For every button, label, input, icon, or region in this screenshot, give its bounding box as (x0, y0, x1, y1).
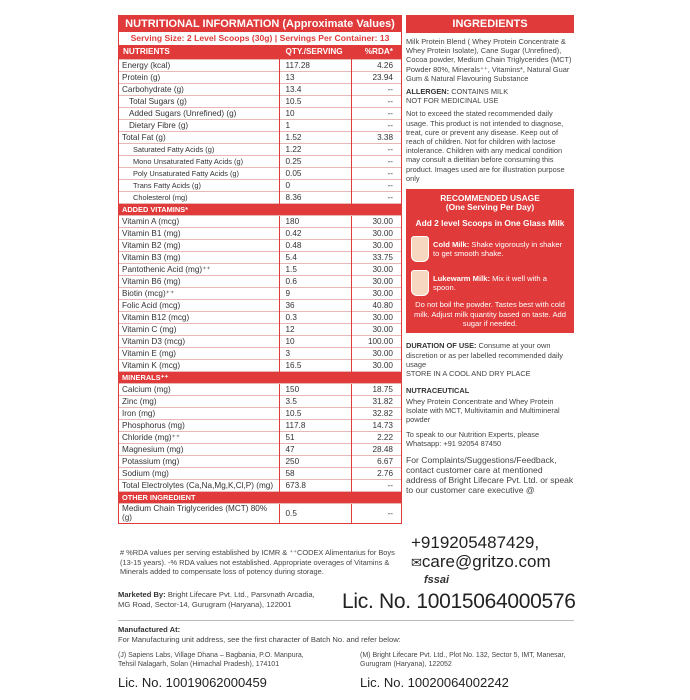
nutrient-name: Vitamin D3 (mcg) (119, 335, 279, 347)
nutrient-qty: 3 (279, 347, 351, 359)
warm-milk-row (411, 270, 569, 296)
table-row (119, 359, 401, 371)
nutrient-rda: -- (351, 107, 401, 119)
nutrient-name: Vitamin B3 (mg) (119, 251, 279, 263)
nutrient-rda: 30.00 (351, 323, 401, 335)
nutrient-rda: -- (351, 479, 401, 491)
nutrient-rda: 6.67 (351, 455, 401, 467)
nutrient-qty: 10 (279, 335, 351, 347)
table-row (119, 383, 401, 395)
nutrient-rda: -- (351, 167, 401, 179)
cold-milk-row (411, 236, 569, 262)
nutrient-rda: 100.00 (351, 335, 401, 347)
nutrient-name: Trans Fatty Acids (g) (119, 179, 279, 191)
email-address[interactable]: care@gritzo.com (421, 552, 551, 571)
table-row (119, 167, 401, 179)
serving-info: Serving Size: 2 Level Scoops (30g) | Servings Per Container: 13 (130, 33, 390, 43)
marketed-text: Bright Lifecare Pvt. Ltd., Parsvnath Arcadia, MG Road, Sector-14, Gurugram (Haryana), 122001 (118, 590, 315, 609)
section-header (119, 203, 401, 215)
table-row (119, 467, 401, 479)
table-row (119, 311, 401, 323)
nutrient-qty: 0.3 (279, 311, 351, 323)
table-row (119, 191, 401, 203)
unit-m-license: Lic. No. 10020064002242 (360, 675, 509, 690)
nutrient-qty: 0.05 (279, 167, 351, 179)
nutrient-rda: 4.26 (351, 59, 401, 71)
nutrient-qty: 1 (279, 119, 351, 131)
table-row (119, 83, 401, 95)
nutrient-qty: 58 (279, 467, 351, 479)
nutrient-name: Total Sugars (g) (119, 95, 279, 107)
table-row (119, 323, 401, 335)
table-row (119, 287, 401, 299)
table-row (119, 299, 401, 311)
nutrient-name: Vitamin B1 (mg) (119, 227, 279, 239)
warm-label: Lukewarm Milk: (433, 273, 490, 283)
cold-label: Cold Milk: (433, 239, 470, 249)
allergen-value: CONTAINS MILK (451, 87, 509, 97)
nutrient-qty: 16.5 (279, 359, 351, 371)
nutrient-name: Vitamin K (mcg) (119, 359, 279, 371)
nutrient-name: Pantothenic Acid (mg)⁺⁺ (119, 263, 279, 275)
table-row (119, 215, 401, 227)
nutrient-name: Calcium (mg) (119, 383, 279, 395)
nutrient-name: Biotin (mcg)⁺⁺ (119, 287, 279, 299)
phone-number[interactable]: +919205487429, (411, 533, 540, 552)
table-row (119, 503, 401, 523)
nutrient-rda: -- (351, 95, 401, 107)
warm-text: Mix it well with a spoon. (433, 273, 547, 293)
nutrient-qty: 0.6 (279, 275, 351, 287)
fssai-logo: fssai (424, 574, 450, 586)
usage-title: RECOMMENDED USAGE (440, 193, 540, 204)
nutrient-rda: -- (351, 119, 401, 131)
shaker-icon (411, 236, 429, 262)
nutrient-name: Vitamin C (mg) (119, 323, 279, 335)
ingredients-panel (406, 15, 574, 495)
nutrient-name: Magnesium (mg) (119, 443, 279, 455)
nutrient-qty: 1.5 (279, 263, 351, 275)
nutrient-rda: -- (351, 155, 401, 167)
table-row (119, 95, 401, 107)
section-header (119, 491, 401, 503)
nutraceutical-text: Whey Protein Concentrate and Whey Protein Isolate with MCT, Multivitamin and Multimineral powder (406, 396, 560, 424)
duration-label: DURATION OF USE: (406, 341, 477, 351)
table-row (119, 263, 401, 275)
nutrient-name: Zinc (mg) (119, 395, 279, 407)
nutrient-qty: 673.8 (279, 479, 351, 491)
manufactured-label: Manufactured At: (118, 625, 181, 634)
nutrient-qty: 47 (279, 443, 351, 455)
nutrient-qty: 117.28 (279, 59, 351, 71)
usage-box (406, 189, 574, 333)
unit-m-address: (M) Bright Lifecare Pvt. Ltd., Plot No. 132, Sector 5, IMT, Manesar, Gurugram (Haryana), 122052 (360, 652, 566, 668)
glass-icon (411, 270, 429, 296)
nutrient-qty: 180 (279, 215, 351, 227)
table-row (119, 347, 401, 359)
nutrient-rda: -- (351, 179, 401, 191)
nutrient-qty: 3.5 (279, 395, 351, 407)
table-row (119, 251, 401, 263)
nutrient-qty: 250 (279, 455, 351, 467)
duration-text: Consume at your own discretion or as per labelled recommended daily usage (406, 341, 563, 369)
nutrient-name: Iron (mg) (119, 407, 279, 419)
nutrient-name: Folic Acid (mcg) (119, 299, 279, 311)
nutrient-name: Protein (g) (119, 71, 279, 83)
nutrient-qty: 1.22 (279, 143, 351, 155)
nutrient-qty: 51 (279, 431, 351, 443)
nutrient-qty: 0.25 (279, 155, 351, 167)
nutrient-rda: 14.73 (351, 419, 401, 431)
nutrient-name: Sodium (mg) (119, 467, 279, 479)
not-medicinal: NOT FOR MEDICINAL USE (406, 96, 499, 106)
marketed-label: Marketed By: (118, 590, 166, 599)
nutrient-rda: -- (351, 83, 401, 95)
manufactured-at (118, 625, 574, 644)
nutrient-rda: 30.00 (351, 263, 401, 275)
nutrient-qty: 10.5 (279, 407, 351, 419)
nutrient-rda: 30.00 (351, 275, 401, 287)
nutrient-name: Vitamin B6 (mg) (119, 275, 279, 287)
table-row (119, 419, 401, 431)
nutrient-qty: 0.42 (279, 227, 351, 239)
ingredients-title: INGREDIENTS (406, 15, 574, 33)
section-title: ADDED VITAMINS* (119, 203, 401, 215)
nutrient-name: Energy (kcal) (119, 59, 279, 71)
table-row (119, 131, 401, 143)
nutrient-rda: 2.76 (351, 467, 401, 479)
nutrient-rda: -- (351, 503, 401, 523)
nutrient-qty: 0.48 (279, 239, 351, 251)
table-row (119, 119, 401, 131)
nutrient-name: Cholesterol (mg) (119, 191, 279, 203)
nutrient-name: Saturated Fatty Acids (g) (119, 143, 279, 155)
table-row (119, 239, 401, 251)
nutrient-rda: 40.80 (351, 299, 401, 311)
nutrient-qty: 9 (279, 287, 351, 299)
nutrient-rda: 30.00 (351, 239, 401, 251)
nutraceutical-title: NUTRACEUTICAL (406, 386, 470, 396)
section-title: MINERALS⁺⁺ (119, 371, 401, 383)
table-row (119, 143, 401, 155)
table-row (119, 335, 401, 347)
table-row (119, 455, 401, 467)
usage-subtitle: (One Serving Per Day) (445, 202, 535, 213)
unit-j-license: Lic. No. 10019062000459 (118, 675, 267, 690)
allergen-line (406, 87, 574, 96)
nutrient-qty: 8.36 (279, 191, 351, 203)
nutrient-rda: 30.00 (351, 311, 401, 323)
usage-instruction: Add 2 level Scoops in One Glass Milk (415, 217, 565, 228)
nutrient-name: Potassium (mg) (119, 455, 279, 467)
nutrition-panel (118, 15, 402, 524)
fssai-license: Lic. No. 10015064000576 (342, 590, 576, 613)
manufactured-text: For Manufacturing unit address, see the first character of Batch No. and refer below: (118, 634, 401, 644)
nutrient-name: Vitamin E (mg) (119, 347, 279, 359)
table-row (119, 155, 401, 167)
nutrient-rda: 28.48 (351, 443, 401, 455)
nutrient-name: Chloride (mg)⁺⁺ (119, 431, 279, 443)
col-rda: %RDA* (351, 45, 401, 59)
col-qty: QTY./SERVING (279, 45, 351, 59)
experts-text: To speak to our Nutrition Experts, please Whatsapp: +91 92054 87450 (406, 430, 540, 449)
nutrient-rda: -- (351, 143, 401, 155)
table-row (119, 431, 401, 443)
nutrient-qty: 1.52 (279, 131, 351, 143)
complaints-text: For Complaints/Suggestions/Feedback, contact customer care at mentioned address of Bright Lifecare Pvt. Ltd. or speak to our customer care executive @ (406, 454, 574, 495)
section-header (119, 371, 401, 383)
nutrient-rda: 30.00 (351, 347, 401, 359)
nutrient-qty: 0.5 (279, 503, 351, 523)
contact-block (411, 533, 551, 572)
table-row (119, 227, 401, 239)
table-row (119, 407, 401, 419)
table-row (119, 275, 401, 287)
section-title: OTHER INGREDIENT (119, 491, 401, 503)
nutrient-name: Dietary Fibre (g) (119, 119, 279, 131)
unit-j-address: (J) Sapiens Labs, Village Dhana – Bagbania, P.O. Manpura, Tehsil Nalagarh, Solan (Himachal Pradesh), 174101 (118, 652, 304, 668)
table-row (119, 107, 401, 119)
nutrient-rda: 32.82 (351, 407, 401, 419)
ingredients-text: Milk Protein Blend ( Whey Protein Concentrate & Whey Protein Isolate), Cane Sugar (Unrefined), Cocoa powder, Medium Chain Triglycerides (MCT) Powder 80%, Minerals⁺⁺, Vitamins*, Natural Guar Gum & Natural Flavouring Substance (406, 37, 572, 83)
nutrient-rda: 3.38 (351, 131, 401, 143)
nutrient-qty: 13.4 (279, 83, 351, 95)
table-row (119, 395, 401, 407)
nutrient-name: Vitamin A (mcg) (119, 215, 279, 227)
nutrient-rda: 31.82 (351, 395, 401, 407)
nutrient-name: Medium Chain Triglycerides (MCT) 80% (g) (119, 503, 279, 523)
nutrient-name: Added Sugars (Unrefined) (g) (119, 107, 279, 119)
nutrition-table-body (119, 59, 401, 523)
table-row (119, 59, 401, 71)
nutrient-qty: 12 (279, 323, 351, 335)
rda-footnote: # %RDA values per serving established by ICMR & ⁺⁺CODEX Alimentarius for Boys (13-15 years). -% RDA values not established. Appropriate overages of Vitamins & Minerals added to compensate loss of potency during storage. (120, 548, 395, 577)
nutrition-title: NUTRITIONAL INFORMATION (Approximate Values) (119, 16, 401, 32)
nutrient-name: Carbohydrate (g) (119, 83, 279, 95)
nutrient-qty: 150 (279, 383, 351, 395)
nutrient-rda: 30.00 (351, 215, 401, 227)
cold-text: Shake vigorously in shaker to get smooth shake. (433, 239, 563, 259)
table-row (119, 443, 401, 455)
nutrient-name: Vitamin B2 (mg) (119, 239, 279, 251)
nutrient-qty: 0 (279, 179, 351, 191)
nutrient-name: Poly Unsaturated Fatty Acids (g) (119, 167, 279, 179)
nutrient-qty: 10 (279, 107, 351, 119)
nutrient-rda: -- (351, 191, 401, 203)
nutrient-rda: 18.75 (351, 383, 401, 395)
nutrient-qty: 13 (279, 71, 351, 83)
divider (118, 620, 574, 621)
nutrient-name: Mono Unsaturated Fatty Acids (g) (119, 155, 279, 167)
nutrient-qty: 10.5 (279, 95, 351, 107)
nutrient-name: Phosphorus (mg) (119, 419, 279, 431)
table-row (119, 479, 401, 491)
allergen-label: ALLERGEN: (406, 87, 450, 97)
nutrient-rda: 30.00 (351, 359, 401, 371)
nutrient-rda: 23.94 (351, 71, 401, 83)
nutrient-rda: 30.00 (351, 287, 401, 299)
storage-text: STORE IN A COOL AND DRY PLACE (406, 369, 531, 379)
table-row (119, 71, 401, 83)
nutrition-table (119, 45, 401, 523)
nutrient-qty: 117.8 (279, 419, 351, 431)
duration (406, 341, 574, 369)
nutrient-rda: 33.75 (351, 251, 401, 263)
nutrient-name: Total Electrolytes (Ca,Na,Mg,K,Cl,P) (mg) (119, 479, 279, 491)
nutrient-name: Vitamin B12 (mcg) (119, 311, 279, 323)
nutrient-rda: 2.22 (351, 431, 401, 443)
mail-icon: ✉ (411, 555, 422, 570)
nutrient-qty: 36 (279, 299, 351, 311)
marketed-by (118, 590, 328, 609)
col-nutrients: NUTRIENTS (119, 45, 279, 59)
nutrient-qty: 5.4 (279, 251, 351, 263)
usage-note: Do not boil the powder. Tastes best with cold milk. Adjust milk quantity based on taste. Add sugar if needed. (414, 300, 566, 329)
email-line (411, 552, 551, 572)
nutrient-name: Total Fat (g) (119, 131, 279, 143)
table-row (119, 179, 401, 191)
disclaimer: Not to exceed the stated recommended daily usage. This product is not intended to diagnose, treat, cure or prevent any disease. Keep out of reach of children. Not for children with lactose intolerance. Children with any medical condition may consult a dietitian before consuming this product. Images used are for illustration purpose only (406, 109, 565, 183)
nutrient-rda: 30.00 (351, 227, 401, 239)
